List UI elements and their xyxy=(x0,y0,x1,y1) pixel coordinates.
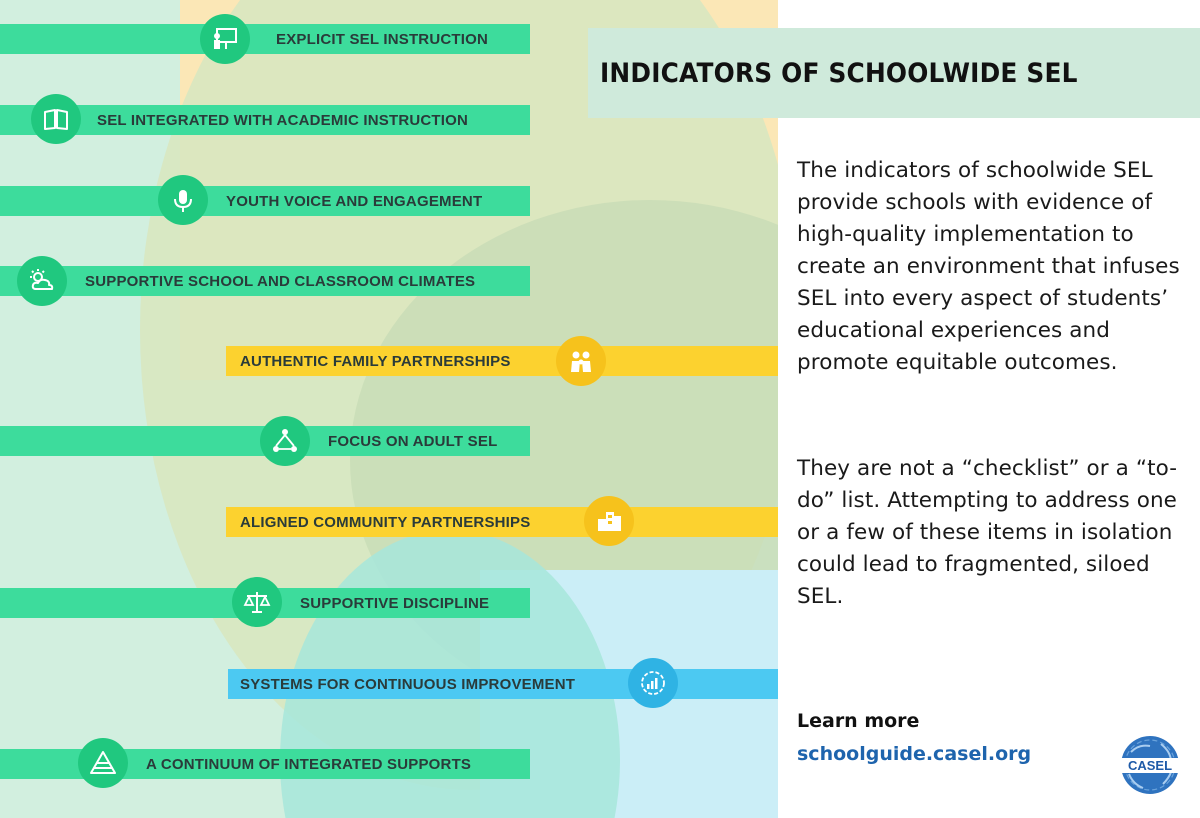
indicator-label: SYSTEMS FOR CONTINUOUS IMPROVEMENT xyxy=(240,675,576,693)
cycle-chart-icon xyxy=(628,658,678,708)
family-icon xyxy=(556,336,606,386)
indicator-label: AUTHENTIC FAMILY PARTNERSHIPS xyxy=(240,352,511,370)
indicator-label: SEL INTEGRATED WITH ACADEMIC INSTRUCTION xyxy=(97,111,469,129)
description-paragraph: They are not a “checklist” or a “to-do” list. Attempting to address one or a few of these items in isolation could lead to fragmented, siloed SEL. xyxy=(797,456,1178,609)
buildings-icon xyxy=(584,496,634,546)
scales-icon xyxy=(232,577,282,627)
logo-text: CASEL xyxy=(1127,758,1173,773)
page-title: INDICATORS OF SCHOOLWIDE SEL xyxy=(600,57,1078,89)
microphone-icon xyxy=(158,175,208,225)
sun-cloud-icon xyxy=(17,256,67,306)
indicator-label: EXPLICIT SEL INSTRUCTION xyxy=(276,30,489,48)
indicator-label: A CONTINUUM OF INTEGRATED SUPPORTS xyxy=(146,755,472,773)
learn-more-label: Learn more xyxy=(797,710,920,732)
indicator-bar-community-partnerships xyxy=(226,507,778,537)
indicator-bar-supportive-climates xyxy=(0,266,530,296)
indicator-bar-family-partnerships xyxy=(226,346,778,376)
indicator-label: FOCUS ON ADULT SEL xyxy=(328,432,498,450)
casel-logo xyxy=(1119,734,1181,804)
indicator-label: ALIGNED COMMUNITY PARTNERSHIPS xyxy=(240,513,531,531)
indicator-bar-youth-voice xyxy=(0,186,530,216)
indicator-label: SUPPORTIVE DISCIPLINE xyxy=(300,594,490,612)
description-paragraph: The indicators of schoolwide SEL provide schools with evidence of high-quality implementation to create an environment that infuses SEL into every aspect of students’ educational experiences and promote equitable outcomes. xyxy=(797,158,1180,375)
learn-more-link[interactable]: schoolguide.casel.org xyxy=(797,743,1032,765)
open-book-icon xyxy=(31,94,81,144)
indicator-bar-continuous-improvement xyxy=(228,669,778,699)
title-banner xyxy=(588,28,1200,118)
indicator-label: SUPPORTIVE SCHOOL AND CLASSROOM CLIMATES xyxy=(85,272,476,290)
indicator-label: YOUTH VOICE AND ENGAGEMENT xyxy=(226,192,483,210)
pyramid-icon xyxy=(78,738,128,788)
teacher-board-icon xyxy=(200,14,250,64)
indicator-bar-explicit-sel-instruction xyxy=(0,24,530,54)
network-people-icon xyxy=(260,416,310,466)
